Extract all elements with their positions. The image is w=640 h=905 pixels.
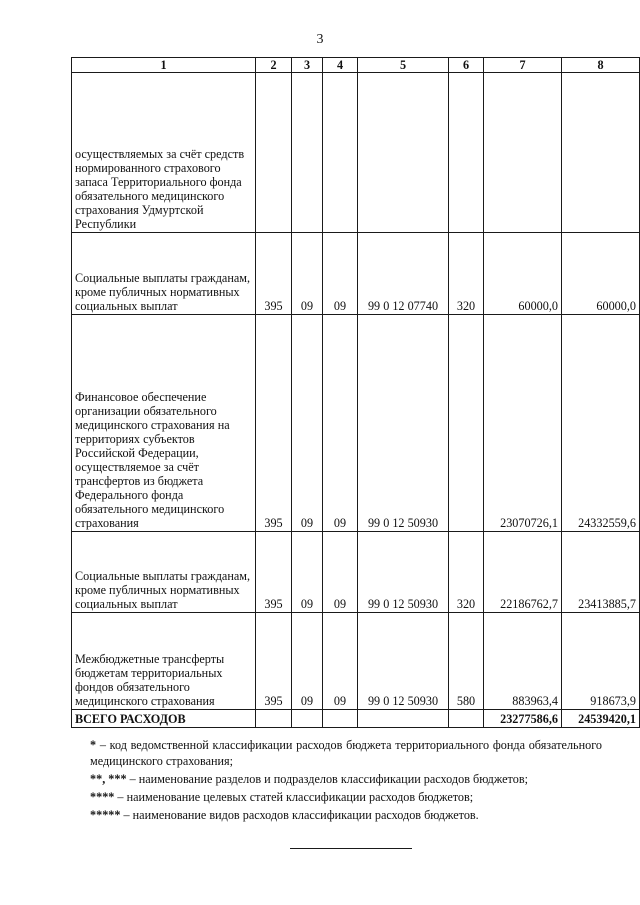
table-row [72,233,640,315]
cell-type: 320 [449,532,484,613]
cell-sum-2: 918673,9 [562,613,640,710]
cell-target: 99 0 12 50930 [358,532,449,613]
cell-subsection: 09 [323,613,358,710]
cell-target: 99 0 12 50930 [358,315,449,532]
footnote-text: – код ведомственной классификации расходов бюджета территориального фонда обязательного медицинского страхования; [90,738,602,768]
row-name: Социальные выплаты гражданам, кроме публичных нормативных социальных выплат [72,532,256,613]
cell-target [358,73,449,233]
total-row [72,710,640,728]
row-name: Межбюджетные трансферты бюджетам территориальных фондов обязательного медицинского страхования [72,613,256,710]
expenditure-table [71,57,640,728]
cell-sum-2: 60000,0 [562,233,640,315]
cell-type: 320 [449,233,484,315]
total-sum-1: 23277586,6 [484,710,562,728]
cell-code [256,73,292,233]
cell-sum-2 [562,73,640,233]
total-sum-2: 24539420,1 [562,710,640,728]
cell-sum-1: 23070726,1 [484,315,562,532]
footnote [90,737,602,769]
table-row [72,315,640,532]
cell-subsection: 09 [323,532,358,613]
cell-subsection [323,73,358,233]
cell-type: 580 [449,613,484,710]
cell-code: 395 [256,613,292,710]
cell-section [292,73,323,233]
page-number: 3 [316,32,324,47]
table-row [72,613,640,710]
cell-target: 99 0 12 07740 [358,233,449,315]
cell-code: 395 [256,532,292,613]
footnote-text: – наименование видов расходов классификации расходов бюджетов. [120,808,479,822]
column-header: 3 [292,58,323,73]
column-header: 8 [562,58,640,73]
cell-sum-1: 883963,4 [484,613,562,710]
row-name: Финансовое обеспечение организации обязательного медицинского страхования на территориях субъектов Российской Федерации, осуществляемое за счёт трансфертов из бюджета Федерального фонда обязательного медицинского страхования [72,315,256,532]
cell-section: 09 [292,532,323,613]
cell-type [449,315,484,532]
footnote [90,771,602,787]
cell-section: 09 [292,613,323,710]
cell-section: 09 [292,233,323,315]
cell-sum-1: 60000,0 [484,233,562,315]
closing-rule [290,848,412,849]
column-header: 6 [449,58,484,73]
column-header: 1 [72,58,256,73]
footnote-text: – наименование разделов и подразделов классификации расходов бюджетов; [126,772,528,786]
footnote-mark: * [90,738,97,752]
cell-code: 395 [256,233,292,315]
table-row [72,532,640,613]
cell-sum-2: 23413885,7 [562,532,640,613]
cell-sum-2: 24332559,6 [562,315,640,532]
cell-subsection: 09 [323,315,358,532]
footnotes [90,737,602,825]
column-header: 2 [256,58,292,73]
row-name: осуществляемых за счёт средств нормированного страхового запаса Территориального фонда обязательного медицинского страхования Удмуртской Республики [72,73,256,233]
header-row [72,58,640,73]
cell-sum-1: 22186762,7 [484,532,562,613]
row-name: Социальные выплаты гражданам, кроме публичных нормативных социальных выплат [72,233,256,315]
cell-subsection: 09 [323,233,358,315]
footnote-text: – наименование целевых статей классификации расходов бюджетов; [114,790,474,804]
cell-target: 99 0 12 50930 [358,613,449,710]
cell-sum-1 [484,73,562,233]
column-header: 5 [358,58,449,73]
footnote-mark: **, *** [90,772,127,786]
column-header: 7 [484,58,562,73]
table-row [72,73,640,233]
cell-code: 395 [256,315,292,532]
column-header: 4 [323,58,358,73]
total-label: ВСЕГО РАСХОДОВ [72,710,256,728]
footnote-mark: ***** [90,808,121,822]
footnote-mark: **** [90,790,115,804]
footnote [90,789,602,805]
cell-type [449,73,484,233]
cell-section: 09 [292,315,323,532]
footnote [90,807,602,823]
